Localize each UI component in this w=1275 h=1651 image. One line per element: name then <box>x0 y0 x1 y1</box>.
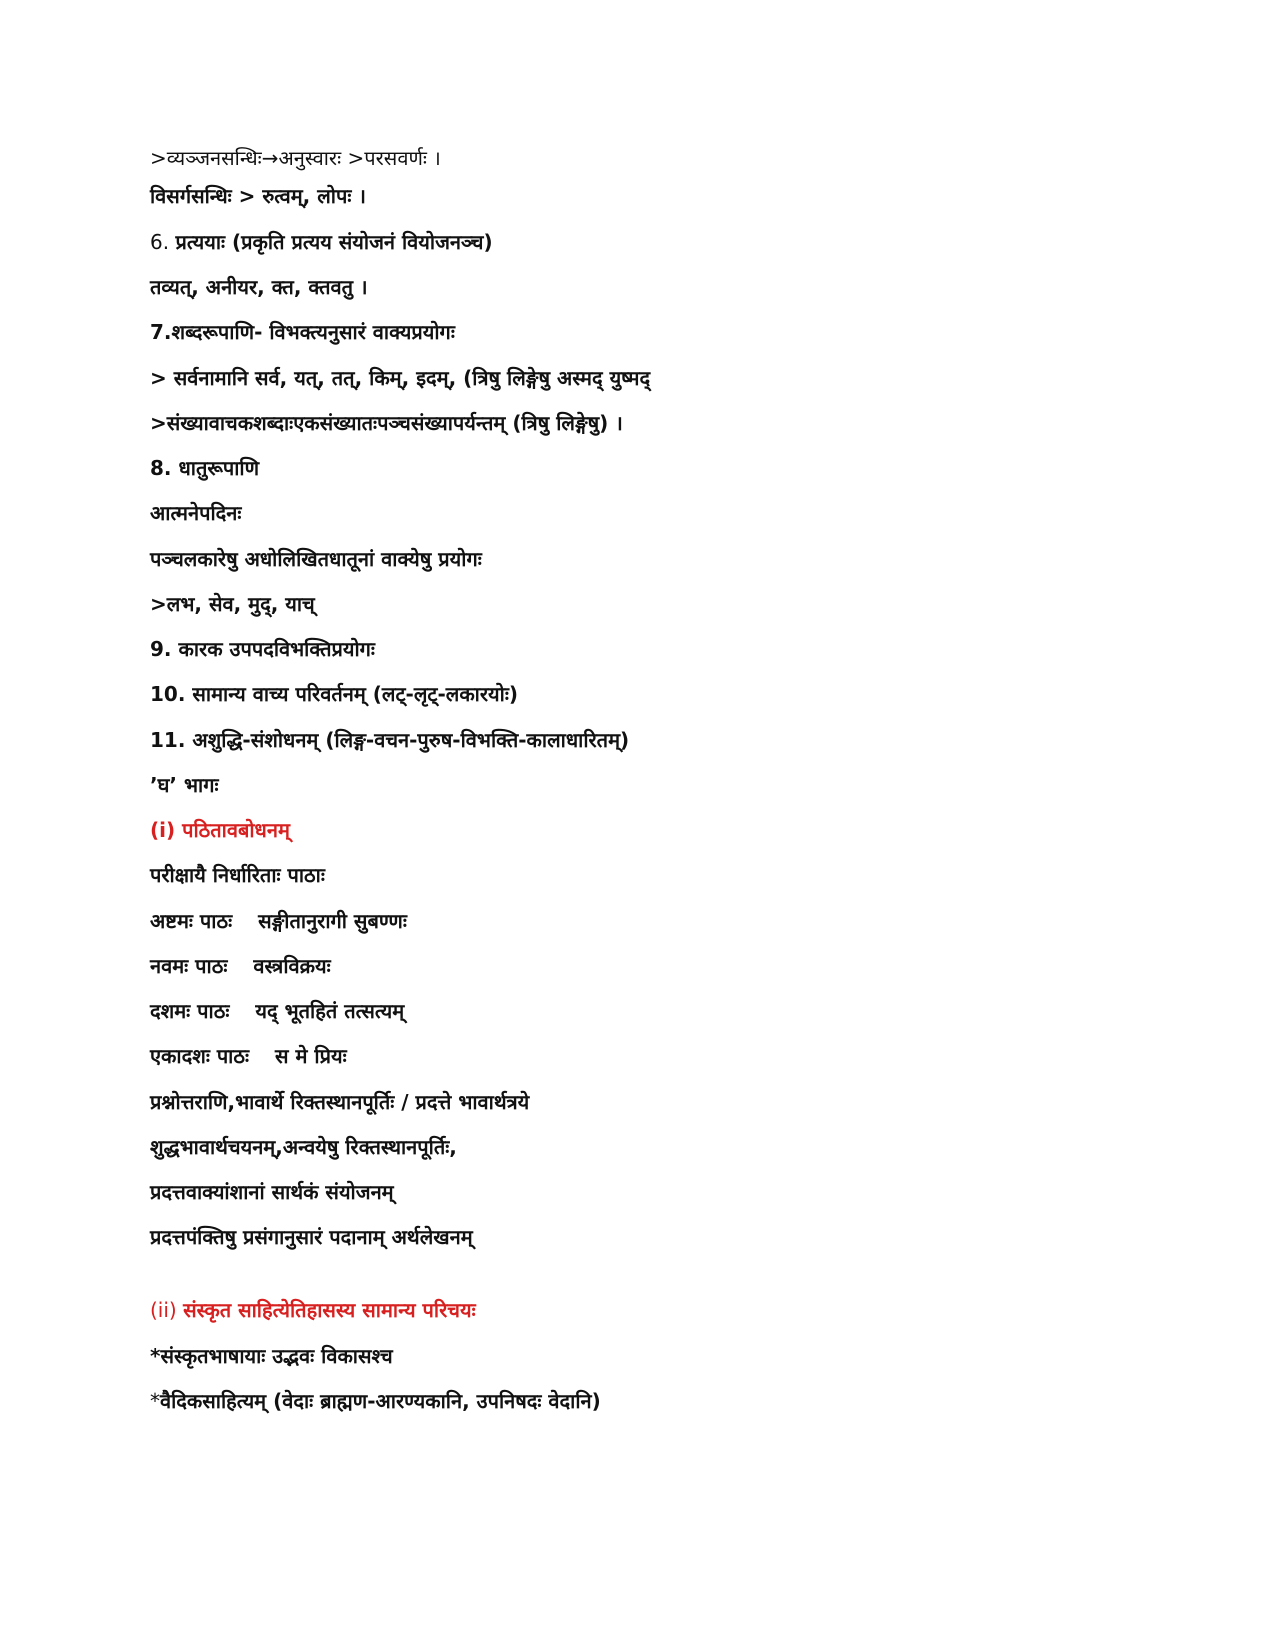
line-sankhya <box>150 409 623 437</box>
line-pratyaya-heading <box>150 228 493 256</box>
line-text: 9. कारक उपपदविभक्तिप्रयोगः <box>150 637 375 661</box>
lesson-title: वस्त्रविक्रयः <box>253 954 331 978</box>
lesson-row-11 <box>150 1042 347 1070</box>
line-text: प्रदत्तवाक्यांशानां सार्थकं संयोजनम् <box>150 1180 394 1204</box>
line-dhatu-list <box>150 590 315 618</box>
lesson-row-10 <box>150 997 404 1025</box>
line-sarvanama <box>150 364 650 392</box>
line-shabdarupa-heading <box>150 318 455 346</box>
line-shuddha-bhavartha <box>150 1133 457 1161</box>
line-text: तव्यत्, अनीयर, क्त, क्तवतु । <box>150 275 368 299</box>
line-gha-bhaga <box>150 771 219 799</box>
line-text: प्रत्ययाः (प्रकृति प्रत्यय संयोजनं वियोजनञ्च) <box>175 230 493 254</box>
line-text: ’घ’ भागः <box>150 773 219 797</box>
lesson-number: नवमः पाठः <box>150 954 228 978</box>
line-text: >व्यञ्जनसन्धिः→अनुस्वारः >परसवर्णः । <box>150 146 441 170</box>
bullet-star: * <box>150 1389 160 1413</box>
line-karaka <box>150 635 375 663</box>
line-visarga-sandhi <box>150 182 366 210</box>
line-text: प्रश्नोत्तराणि,भावार्थे रिक्तस्थानपूर्तिः / प्रदत्ते भावार्थत्रये <box>150 1090 530 1114</box>
line-number: (ii) <box>150 1298 184 1322</box>
line-text: 11. अशुद्धि-संशोधनम् (लिङ्ग-वचन-पुरुष-विभक्ति-कालाधारितम्) <box>150 728 630 752</box>
line-text: >लभ, सेव, मुद्, याच् <box>150 592 315 616</box>
line-sanskrit-bhasha <box>150 1342 393 1370</box>
line-text: वैदिकसाहित्यम् (वेदाः ब्राह्मण-आरण्यकानि, उपनिषदः वेदानि) <box>160 1389 601 1413</box>
line-vyanjana-sandhi <box>150 144 441 172</box>
line-text: > सर्वनामानि सर्व, यत्, तत्, किम्, इदम्, (त्रिषु लिङ्गेषु अस्मद् युष्मद् <box>150 366 651 390</box>
lesson-number: अष्टमः पाठः <box>150 909 233 933</box>
line-text: परीक्षायै निर्धारिताः पाठाः <box>150 863 325 887</box>
section-heading-pathitavabodhanam <box>150 816 290 844</box>
lesson-row-8 <box>150 907 407 935</box>
line-vaidika-sahitya <box>150 1387 601 1415</box>
line-text: *संस्कृतभाषायाः उद्भवः विकासश्च <box>150 1344 393 1368</box>
line-text: >संख्यावाचकशब्दाःएकसंख्यातःपञ्चसंख्यापर्यन्तम् (त्रिषु लिङ्गेषु) । <box>150 411 623 435</box>
line-text: आत्मनेपदिनः <box>150 501 242 525</box>
line-text: (i) पठितावबोधनम् <box>150 818 290 842</box>
line-text: संस्कृत साहित्येतिहासस्य सामान्य परिचयः <box>183 1298 476 1322</box>
line-number: 6. <box>150 230 176 254</box>
line-text: 8. धातुरूपाणि <box>150 456 260 480</box>
lesson-title: स मे प्रियः <box>275 1044 347 1068</box>
line-text: पञ्चलकारेषु अधोलिखितधातूनां वाक्येषु प्रयोगः <box>150 547 482 571</box>
lesson-number: एकादशः पाठः <box>150 1044 250 1068</box>
line-nirdharita-pathah <box>150 861 325 889</box>
line-text: विसर्गसन्धिः > रुत्वम्, लोपः । <box>150 184 366 208</box>
line-text: प्रदत्तपंक्तिषु प्रसंगानुसारं पदानाम् अर्थलेखनम् <box>150 1225 473 1249</box>
line-pratyaya-list <box>150 273 368 301</box>
lesson-title: सङ्गीतानुरागी सुबण्णः <box>258 909 407 933</box>
line-text: शब्दरूपाणि- विभक्त्यनुसारं वाक्यप्रयोगः <box>171 320 455 344</box>
lesson-title: यद् भूतहितं तत्सत्यम् <box>255 999 405 1023</box>
section-heading-sahityetihasa <box>150 1296 476 1324</box>
lesson-number: दशमः पाठः <box>150 999 230 1023</box>
line-prashnottarani <box>150 1088 529 1116</box>
line-panchalakara <box>150 545 482 573</box>
line-ashuddhi <box>150 726 629 754</box>
line-text: 10. सामान्य वाच्य परिवर्तनम् (लट्-लृट्-लकारयोः) <box>150 682 519 706</box>
line-number: 7. <box>150 320 172 344</box>
line-samyojanam <box>150 1178 394 1206</box>
line-vachya <box>150 680 518 708</box>
line-text: शुद्धभावार्थचयनम्,अन्वयेषु रिक्तस्थानपूर्तिः, <box>150 1135 457 1159</box>
line-atmanepadi <box>150 499 241 527</box>
line-arthalekhanam <box>150 1223 473 1251</box>
line-dhaturupa-heading <box>150 454 259 482</box>
lesson-row-9 <box>150 952 331 980</box>
